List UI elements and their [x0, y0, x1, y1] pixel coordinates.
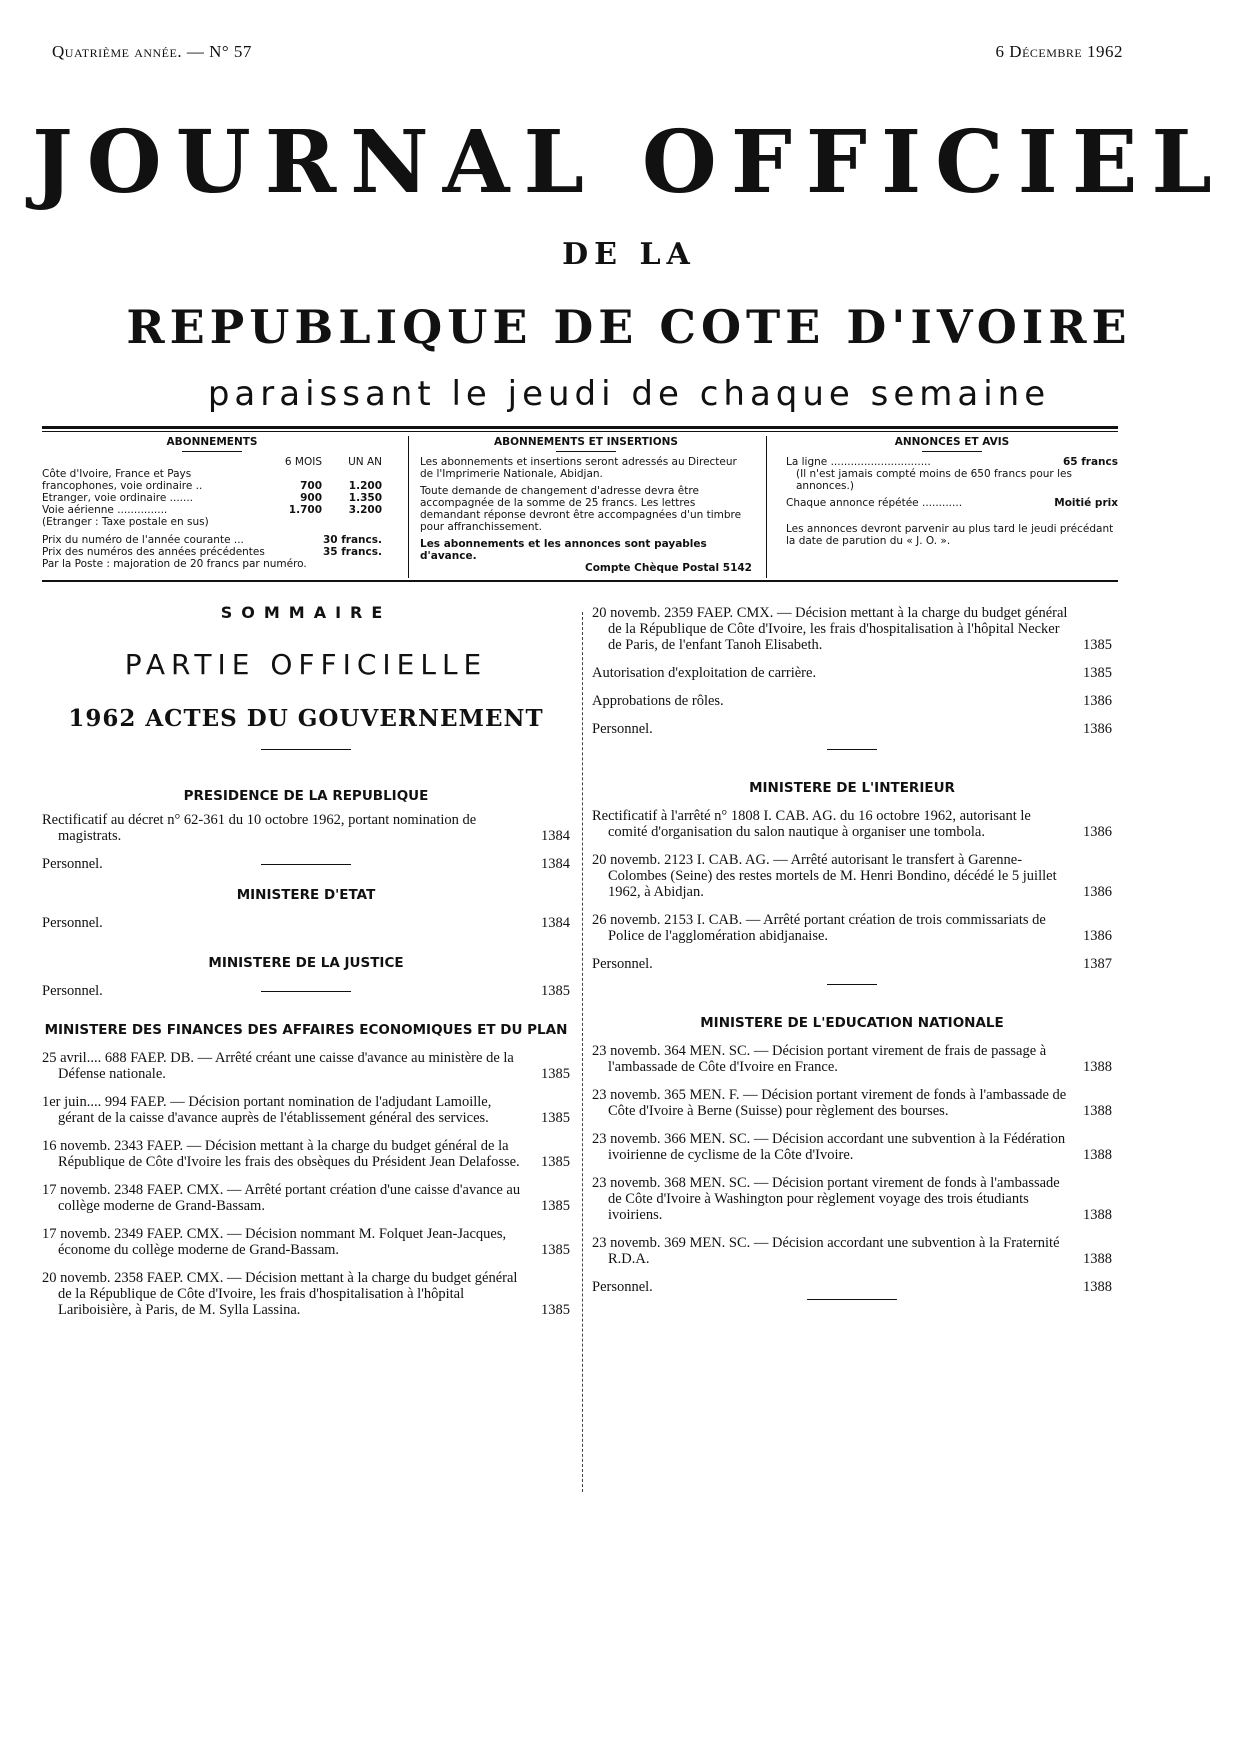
partie-officielle-heading: PARTIE OFFICIELLE: [124, 648, 488, 681]
list-item: [592, 808, 1112, 840]
rate-cell: francophones, voie ordinaire ..: [42, 480, 203, 492]
list-item: [42, 1270, 570, 1318]
column-separator: [582, 612, 584, 1492]
entry-page: 1384: [541, 915, 570, 931]
entry-page: 1386: [1083, 721, 1112, 737]
col-6-months: 6 MOIS: [284, 456, 322, 468]
list-item: [592, 956, 1112, 972]
interieur-entries: [592, 808, 1112, 972]
price-row: [42, 534, 382, 546]
entry-text: 26 novemb. 2153 I. CAB. — Arrêté portant création de trois commissariats de Police de l'agglomération abidjanaise.: [592, 912, 1046, 944]
entry-text: 17 novemb. 2349 FAEP. CMX. — Décision nommant M. Folquet Jean-Jacques, économe du collège moderne de Grand-Bassam.: [42, 1226, 507, 1258]
justice-entries: [42, 983, 570, 999]
list-item: [592, 1235, 1112, 1267]
list-item: [592, 852, 1112, 900]
entry-text: 23 novemb. 364 MEN. SC. — Décision portant virement de frais de passage à l'ambassade de Côte d'Ivoire en France.: [592, 1043, 1047, 1075]
entry-page: 1385: [541, 1198, 570, 1214]
insertions-address: Les abonnements et insertions seront adressés au Directeur de l'Imprimerie Nationale, Abidjan.: [420, 456, 737, 480]
entry-text: Personnel.: [592, 1279, 653, 1295]
subscriptions-columns: [42, 456, 382, 468]
entry-text: Personnel.: [42, 983, 103, 999]
price-row: [42, 546, 382, 558]
list-item: [42, 915, 570, 931]
price-label: Prix des numéros des années précédentes: [42, 546, 265, 558]
entry-page: 1385: [1083, 637, 1112, 653]
announcement-minimum: (Il n'est jamais compté moins de 650 francs pour les annonces.): [796, 468, 1072, 492]
list-item: [592, 1131, 1112, 1163]
entry-text: 17 novemb. 2348 FAEP. CMX. — Arrêté portant création d'une caisse d'avance au collège moderne de Grand-Bassam.: [42, 1182, 521, 1214]
list-item: [42, 1182, 570, 1214]
section-rule: [807, 1299, 897, 1300]
entry-page: 1388: [1083, 1103, 1112, 1119]
masthead-tagline: paraissant le jeudi de chaque semaine: [207, 374, 1051, 414]
entry-text: 23 novemb. 365 MEN. F. — Décision portant virement de fonds à l'ambassade de Côte d'Ivoire à Berne (Suisse) pour règlement des bourses.: [592, 1087, 1067, 1119]
rate-row: [42, 504, 382, 516]
entry-page: 1386: [1083, 928, 1112, 944]
rate-row: [42, 468, 382, 480]
entry-text: Personnel.: [42, 915, 103, 931]
entry-text: 23 novemb. 368 MEN. SC. — Décision portant virement de fonds à l'ambassade de Côte d'Ivoire à Washington pour règlement voyage des trois étudiants ivoiriens.: [592, 1175, 1060, 1223]
right-column: [592, 605, 1112, 1300]
section-education: MINISTERE DE L'EDUCATION NATIONALE: [700, 1015, 1004, 1031]
rate-cell: [267, 516, 322, 528]
list-item: [592, 1043, 1112, 1075]
finances-continued-entries: [592, 605, 1112, 737]
box-underline: [556, 451, 616, 452]
rate-row: [42, 480, 382, 492]
entry-text: Rectificatif à l'arrêté n° 1808 I. CAB. AG. du 16 octobre 1962, autorisant le comité d'organisation du salon nautique à organiser une tombola.: [592, 808, 1031, 840]
announcement-line-rate: La ligne .............................. 65 francs: [786, 456, 1118, 468]
presidence-entries: [42, 812, 570, 872]
list-item: [42, 1226, 570, 1258]
subscription-rates: [42, 468, 382, 528]
section-interieur: MINISTERE DE L'INTERIEUR: [749, 780, 955, 796]
rate-row: [42, 492, 382, 504]
box-underline: [182, 451, 242, 452]
entry-page: 1387: [1083, 956, 1112, 972]
list-item: [42, 812, 570, 844]
announcement-repeat: Chaque annonce répétée ............ Moitié prix: [786, 497, 1118, 509]
etat-entries: [42, 915, 570, 931]
entry-text: Rectificatif au décret n° 62-361 du 10 octobre 1962, portant nomination de magistrats.: [42, 812, 477, 844]
entry-page: 1386: [1083, 824, 1112, 840]
rate-cell: Etranger, voie ordinaire .......: [42, 492, 194, 504]
sommaire-heading: SOMMAIRE: [220, 603, 392, 622]
entry-page: 1385: [541, 1154, 570, 1170]
entry-text: 20 novemb. 2359 FAEP. CMX. — Décision mettant à la charge du budget général de la République de Côte d'Ivoire, les frais d'hospitalisation à l'hôpital Necker de Paris, de l'enfant Tanoh Elisabeth.: [592, 605, 1068, 653]
box-separator: [766, 436, 767, 578]
list-item: [592, 1279, 1112, 1295]
entry-page: 1385: [541, 1242, 570, 1258]
entry-text: Personnel.: [592, 721, 653, 737]
insertions-box: [420, 436, 752, 578]
entry-text: 25 avril.... 688 FAEP. DB. — Arrêté créant une caisse d'avance au ministère de la Défense nationale.: [42, 1050, 514, 1082]
entry-text: 20 novemb. 2358 FAEP. CMX. — Décision mettant à la charge du budget général de la République de Côte d'Ivoire, les frais d'hospitalisation à l'hôpital Lariboisière, à Paris, de M. Sylla Lassina.: [42, 1270, 518, 1318]
announcement-deadline: Les annonces devront parvenir au plus tard le jeudi précédant la date de parution du « J. O. ».: [786, 523, 1114, 547]
list-item: [42, 1138, 570, 1170]
actes-heading: 1962 ACTES DU GOUVERNEMENT: [68, 705, 544, 732]
insertions-payable: Les abonnements et les annonces sont payables d'avance.: [420, 538, 707, 562]
subscriptions-heading: ABONNEMENTS: [166, 436, 258, 448]
entry-page: 1384: [541, 828, 570, 844]
entry-page: 1385: [541, 983, 570, 999]
entry-page: 1385: [541, 1066, 570, 1082]
section-etat: MINISTERE D'ETAT: [236, 887, 376, 903]
list-item: [592, 693, 1112, 709]
issue-prices: [42, 534, 382, 570]
issue-number: Quatrième année. — N° 57: [52, 42, 252, 61]
masthead-title: JOURNAL OFFICIEL: [32, 112, 1226, 213]
box-separator: [408, 436, 409, 578]
left-column: [42, 605, 570, 1330]
entry-page: 1385: [1083, 665, 1112, 681]
section-justice: MINISTERE DE LA JUSTICE: [208, 955, 404, 971]
list-item: [592, 912, 1112, 944]
issue-date: 6 Décembre 1962: [995, 42, 1123, 61]
announcements-box: [786, 436, 1118, 578]
rate-cell: [267, 468, 322, 480]
masthead-rule-second: [42, 431, 1118, 432]
rate-cell: 700: [300, 480, 322, 492]
box-underline: [922, 451, 982, 452]
entry-text: 20 novemb. 2123 I. CAB. AG. — Arrêté autorisant le transfert à Garenne-Colombes (Seine) des restes mortels de M. Henri Bondino, décédé le 5 juillet 1962, à Abidjan.: [592, 852, 1057, 900]
list-item: [592, 605, 1112, 653]
entry-text: Personnel.: [42, 856, 103, 872]
rate-row: [42, 516, 382, 528]
announcements-heading: ANNONCES ET AVIS: [894, 436, 1010, 448]
price-label: Prix du numéro de l'année courante ...: [42, 534, 244, 546]
entry-page: 1388: [1083, 1059, 1112, 1075]
rate-cell: 1.200: [348, 480, 382, 492]
entry-page: 1388: [1083, 1251, 1112, 1267]
entry-page: 1386: [1083, 884, 1112, 900]
box-rule-bottom: [42, 580, 1118, 582]
rate-cell: [322, 468, 382, 480]
entry-page: 1384: [541, 856, 570, 872]
entry-page: 1388: [1083, 1279, 1112, 1295]
entry-page: 1388: [1083, 1147, 1112, 1163]
entry-page: 1385: [541, 1110, 570, 1126]
rate-cell: Côte d'Ivoire, France et Pays: [42, 468, 192, 480]
subscriptions-box: [42, 436, 382, 578]
masthead-de-la: DE LA: [562, 237, 696, 272]
rate-cell: 1.350: [348, 492, 382, 504]
entry-page: 1388: [1083, 1207, 1112, 1223]
list-item: [592, 1087, 1112, 1119]
list-item: [42, 1050, 570, 1082]
rate-cell: 1.700: [288, 504, 322, 516]
insertions-postal-account: Compte Chèque Postal 5142: [585, 562, 752, 574]
entry-text: Autorisation d'exploitation de carrière.: [592, 665, 817, 681]
rate-cell: (Etranger : Taxe postale en sus): [42, 516, 209, 528]
section-presidence: PRESIDENCE DE LA REPUBLIQUE: [183, 788, 429, 804]
education-entries: [592, 1043, 1112, 1295]
insertions-change-address: Toute demande de changement d'adresse devra être accompagnée de la somme de 25 francs. Les lettres demandant réponse devront être accompagnées d'un timbre pour affranchissement.: [420, 485, 742, 533]
list-item: [592, 721, 1112, 737]
entry-text: Approbations de rôles.: [592, 693, 724, 709]
price-value: 30 francs.: [322, 534, 382, 546]
masthead-rule-top: [42, 426, 1118, 429]
price-value: 35 francs.: [322, 546, 382, 558]
section-finances: MINISTERE DES FINANCES DES AFFAIRES ECONOMIQUES ET DU PLAN: [44, 1022, 568, 1038]
rate-cell: [322, 516, 382, 528]
list-item: [592, 665, 1112, 681]
entry-text: 23 novemb. 369 MEN. SC. — Décision accordant une subvention à la Fraternité R.D.A.: [592, 1235, 1060, 1267]
finances-entries: [42, 1050, 570, 1318]
entry-text: 16 novemb. 2343 FAEP. — Décision mettant à la charge du budget général de la République de Côte d'Ivoire les frais des obsèques du Président Jean Delafosse.: [42, 1138, 520, 1170]
masthead-republic: REPUBLIQUE DE COTE D'IVOIRE: [126, 300, 1132, 354]
section-rule: [827, 984, 877, 985]
list-item: [592, 1175, 1112, 1223]
entry-page: 1385: [541, 1302, 570, 1318]
section-rule: [827, 749, 877, 750]
rate-cell: 3.200: [348, 504, 382, 516]
rate-cell: Voie aérienne ...............: [42, 504, 168, 516]
list-item: [42, 856, 570, 872]
list-item: [42, 983, 570, 999]
price-label: Par la Poste : majoration de 20 francs par numéro.: [42, 558, 307, 570]
list-item: [42, 1094, 570, 1126]
price-row: [42, 558, 382, 570]
rate-cell: 900: [300, 492, 322, 504]
insertions-heading: ABONNEMENTS ET INSERTIONS: [494, 436, 678, 448]
entry-page: 1386: [1083, 693, 1112, 709]
entry-text: Personnel.: [592, 956, 653, 972]
col-1-year: UN AN: [348, 456, 382, 468]
entry-text: 23 novemb. 366 MEN. SC. — Décision accordant une subvention à la Fédération ivoirienne de cyclisme de la Côte d'Ivoire.: [592, 1131, 1066, 1163]
entry-text: 1er juin.... 994 FAEP. — Décision portant nomination de l'adjudant Lamoille, gérant de la caisse d'avance auprès de l'établissement général des services.: [42, 1094, 492, 1126]
